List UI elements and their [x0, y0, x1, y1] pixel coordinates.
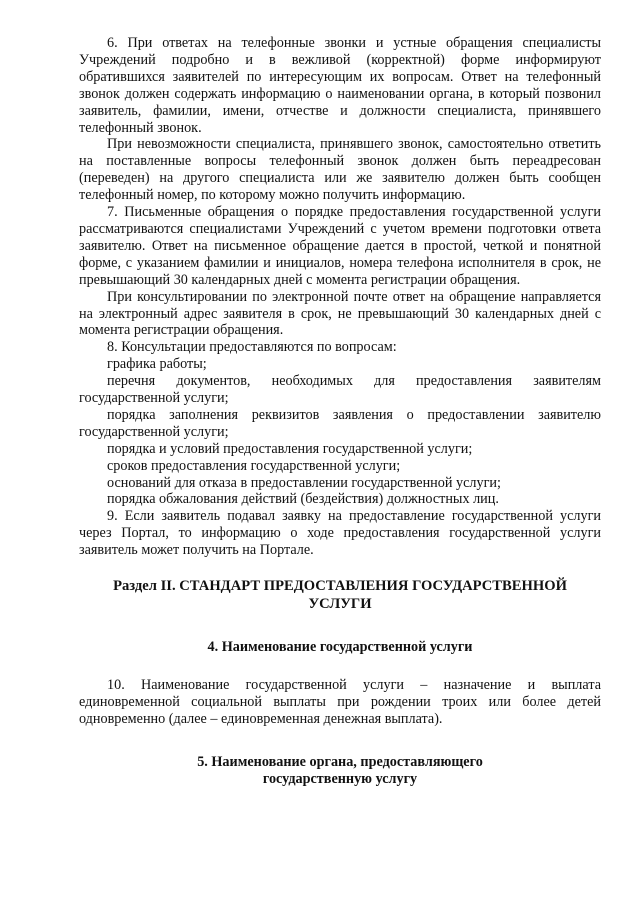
paragraph-8: 8. Консультации предоставляются по вопросам:: [107, 339, 397, 356]
list-item: порядка и условий предоставления государственной услуги;: [107, 440, 473, 457]
document-page: [79, 35, 601, 788]
subsection-5-heading-line1: 5. Наименование органа, предоставляющего: [197, 753, 483, 770]
consult-topics-list: [79, 356, 601, 508]
spacer: [79, 728, 601, 754]
section-2-heading: [79, 577, 601, 613]
section-2-heading-line2: УСЛУГИ: [308, 596, 372, 613]
list-item: порядка обжалования действий (бездействия) должностных лиц.: [107, 491, 499, 508]
list-item: оснований для отказа в предоставлении государственной услуги;: [107, 474, 501, 491]
subsection-5-heading-line2: государственную услугу: [262, 770, 418, 787]
subsection-4-heading: 4. Наименование государственной услуги: [207, 639, 473, 656]
list-item: сроков предоставления государственной услуги;: [107, 457, 401, 474]
subsection-5-heading: [79, 754, 601, 788]
list-item: порядка заполнения реквизитов заявления о предоставлении заявителю государственной услуги;: [79, 406, 601, 440]
paragraph-7-continued: При консультировании по электронной почте ответ на обращение направляется на электронный адрес заявителя в срок, не превышающий 30 календарных дней с момента регистрации обращения.: [79, 288, 601, 339]
spacer: [79, 613, 601, 639]
paragraph-9: 9. Если заявитель подавал заявку на предоставление государственной услуги через Портал, то информацию о ходе предоставления государственной услуги заявитель может получить на Портале.: [79, 508, 601, 559]
paragraph-7: 7. Письменные обращения о порядке предоставления государственной услуги рассматриваются специалистами Учреждений с учетом времени подготовки ответа заявителю. Ответ на письменное обращение дается в простой, четкой и понятной форме, с указанием фамилии и инициалов, номера телефона исполнителя в срок, не превышающий 30 календарных дней с момента регистрации обращения.: [79, 204, 601, 288]
spacer: [79, 656, 601, 677]
paragraph-6-continued: При невозможности специалиста, принявшего звонок, самостоятельно ответить на поставленные вопросы телефонный звонок должен быть переадресован (переведен) на другого специалиста или же заявителю должен быть сообщен телефонный номер, по которому можно получить информацию.: [79, 136, 601, 204]
list-item: графика работы;: [107, 356, 207, 373]
list-item: перечня документов, необходимых для предоставления заявителям государственной услуги;: [79, 373, 601, 407]
paragraph-10: 10. Наименование государственной услуги – назначение и выплата единовременной социальной выплаты при рождении троих или более детей одновременно (далее – единовременная денежная выплата).: [79, 677, 601, 727]
paragraph-6: 6. При ответах на телефонные звонки и устные обращения специалисты Учреждений подробно и в вежливой (корректной) форме информируют обратившихся заявителей по интересующим их вопросам. Ответ на телефонный звонок должен содержать информацию о наименовании органа, в который позвонил заявитель, фамилии, имени, отчестве и должности специалиста, принявшего телефонный звонок.: [79, 35, 601, 136]
section-2-heading-line1: Раздел II. СТАНДАРТ ПРЕДОСТАВЛЕНИЯ ГОСУДАРСТВЕННОЙ: [113, 578, 567, 595]
